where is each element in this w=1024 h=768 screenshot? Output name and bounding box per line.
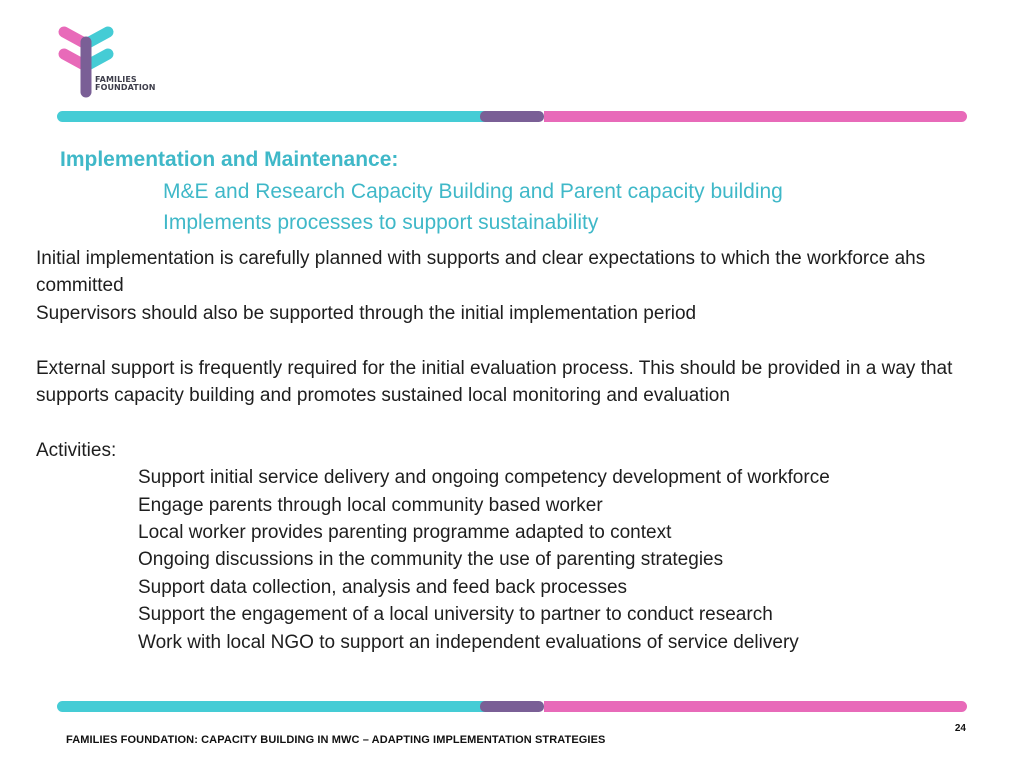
- activity-item: Engage parents through local community based worker: [138, 494, 603, 516]
- slide-body: [36, 245, 996, 656]
- activities-label: Activities:: [36, 439, 117, 461]
- slide-subtitle-1: M&E and Research Capacity Building and Parent capacity building: [163, 180, 783, 203]
- logo-text: [95, 76, 156, 92]
- activity-item: Support data collection, analysis and feed back processes: [138, 576, 628, 598]
- activity-item: Work with local NGO to support an independent evaluations of service delivery: [138, 631, 799, 653]
- logo-text-line1: FAMILIES: [95, 75, 137, 84]
- bar-purple-segment: [480, 701, 544, 712]
- activity-item: Local worker provides parenting programme adapted to context: [138, 522, 672, 544]
- bar-pink-segment: [544, 111, 967, 122]
- top-divider-bar: [57, 111, 967, 122]
- bar-teal-segment: [57, 701, 487, 712]
- body-paragraph-1: Initial implementation is carefully planned with supports and clear expectations to which the workforce ahs committed: [36, 248, 926, 297]
- bottom-divider-bar: [57, 701, 967, 712]
- slide-title: Implementation and Maintenance:: [60, 148, 399, 171]
- footer-text: FAMILIES FOUNDATION: CAPACITY BUILDING IN MWC – ADAPTING IMPLEMENTATION STRATEGIES: [66, 734, 606, 746]
- activity-item: Support the engagement of a local university to partner to conduct research: [138, 604, 773, 626]
- bar-pink-segment: [544, 701, 967, 712]
- body-paragraph-3: External support is frequently required for the initial evaluation process. This should be provided in a way that supports capacity building and promotes sustained local monitoring and evaluation: [36, 357, 953, 407]
- bar-purple-segment: [480, 111, 544, 122]
- activity-item: Ongoing discussions in the community the use of parenting strategies: [138, 549, 724, 571]
- slide-subtitle-2: Implements processes to support sustainability: [163, 211, 599, 234]
- body-paragraph-2: Supervisors should also be supported through the initial implementation period: [36, 302, 697, 324]
- logo-text-line2: FOUNDATION: [95, 83, 156, 92]
- bar-teal-segment: [57, 111, 487, 122]
- page-number: 24: [954, 723, 966, 734]
- activity-item: Support initial service delivery and ongoing competency development of workforce: [138, 467, 830, 489]
